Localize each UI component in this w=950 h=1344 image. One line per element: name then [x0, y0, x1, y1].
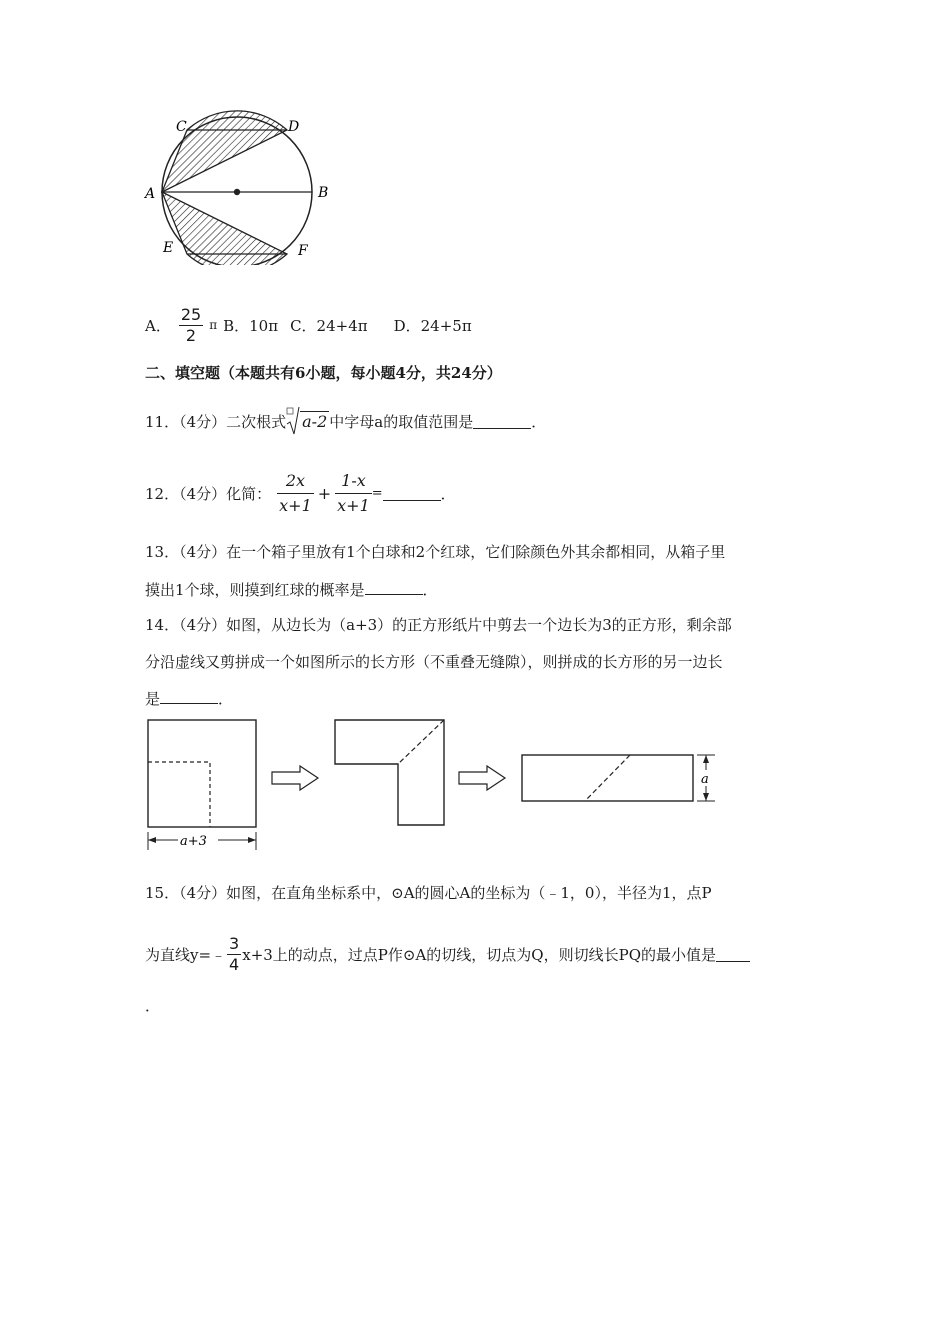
q15-answer-blank [716, 947, 750, 962]
q15-fraction: $\frac{3}{4}$ [229, 934, 240, 974]
q15-suffix: x+3上的动点，过点P作⊙A的切线，切点为Q，则切线长PQ的最小值是 [242, 945, 716, 964]
q10-option-c: C．24+4π [290, 316, 368, 335]
q13-line-1: 13．（4分）在一个箱子里放有1个白球和2个红球，它们除颜色外其余都相同，从箱子里 [145, 543, 726, 561]
q12-prefix: 12．（4分）化简： [145, 484, 272, 503]
q13-line-2: 摸出1个球，则摸到红球的概率是 ． [145, 581, 438, 599]
l-shape [335, 720, 444, 825]
q12-answer-blank [383, 486, 441, 501]
label-a: a [701, 772, 709, 787]
label-c: C [176, 119, 187, 135]
label-f: F [298, 243, 308, 259]
q15-prefix: 为直线y=﹣ [145, 945, 227, 964]
q12-fraction-1: $\frac{2x}{x+1}$ [279, 471, 312, 515]
q11-prefix: 11．（4分）二次根式 [145, 412, 287, 431]
q10-option-b: B．10π [223, 316, 279, 335]
q12-eq: = [371, 485, 383, 501]
q10-option-a-suffix: π [209, 318, 218, 332]
q12-fraction-2: $\frac{1-x}{x+1}$ [337, 471, 370, 515]
label-b: B [318, 185, 329, 201]
question-11 [145, 404, 546, 438]
q13-answer-blank [365, 580, 423, 595]
q14-line-1: 14．（4分）如图，从边长为（a+3）的正方形纸片中剪去一个边长为3的正方形，剩余部 [145, 616, 732, 634]
q15-line-3: ． [145, 997, 161, 1015]
q12-end: ． [440, 484, 456, 503]
rectangle-dashed-cut [585, 755, 630, 801]
square-dashed-cut [148, 762, 210, 827]
q11-end: ． [531, 412, 547, 431]
q10-option-a-prefix: A． [145, 316, 171, 335]
q14-line-2: 分沿虚线又剪拼成一个如图所示的长方形（不重叠无缝隙），则拼成的长方形的另一边长 [145, 653, 723, 671]
arrow-1 [272, 766, 318, 790]
circle-figure [135, 105, 335, 265]
square-shape [148, 720, 256, 827]
q15-line-2 [145, 928, 750, 980]
center-dot [234, 189, 240, 195]
question-12 [145, 466, 456, 520]
section-title: 二、填空题（本题共有6小题，每小题4分，共24分） [145, 364, 502, 382]
q12-plus: + [317, 483, 332, 503]
q10-option-d: D．24+5π [393, 316, 472, 335]
q10-option-a-fraction: $\frac{25}{2}$ [180, 305, 202, 345]
label-a-plus-3: a+3 [180, 834, 207, 849]
arrow-2 [459, 766, 505, 790]
q11-radical: a-2 [286, 412, 329, 431]
q11-answer-blank [473, 414, 531, 429]
q14-answer-blank [160, 689, 218, 704]
q15-line-1: 15．（4分）如图，在直角坐标系中，⊙A的圆心A的坐标为（﹣1，0），半径为1，点P [145, 884, 712, 902]
q14-line-3: 是 ． [145, 690, 234, 708]
label-d: D [288, 119, 300, 135]
label-e: E [163, 240, 174, 256]
label-a: A [145, 186, 156, 202]
q14-figure [140, 712, 730, 857]
q11-suffix: 中字母a的取值范围是 [329, 412, 474, 431]
l-dashed-cut [398, 720, 444, 764]
q10-options [145, 303, 472, 347]
